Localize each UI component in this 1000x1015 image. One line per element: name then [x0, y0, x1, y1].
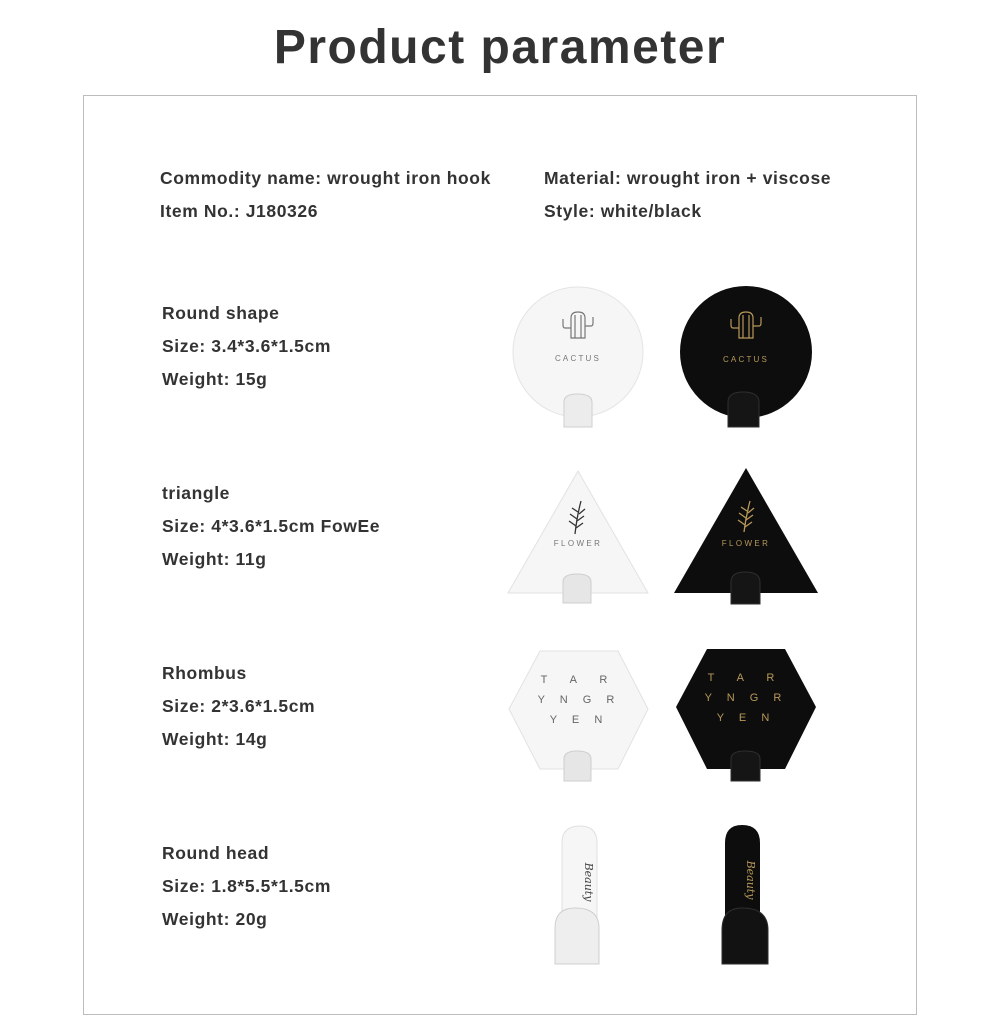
round-hook-black-image [673, 282, 818, 434]
style: Style: white/black [544, 201, 702, 221]
product-weight: Weight: 14g [162, 729, 268, 749]
round-hook-white-image [505, 282, 650, 434]
product-name: Rhombus [162, 663, 247, 683]
hook-label-text: Beauty [744, 860, 757, 900]
product-name: Round shape [162, 303, 280, 323]
product-size: Size: 4*3.6*1.5cm FowEe [162, 516, 381, 536]
round-head-hook-black-image [716, 818, 778, 968]
item-number: Item No.: J180326 [160, 201, 319, 221]
hook-lettering [538, 674, 621, 726]
triangle-hook-black-image [670, 464, 822, 608]
hook-lettering [705, 672, 788, 724]
rhombus-hook-black-image [672, 645, 820, 785]
hook-label-text: CACTUS [554, 354, 602, 363]
lettering-row: Y E N [549, 714, 609, 726]
product-size: Size: 1.8*5.5*1.5cm [162, 876, 332, 896]
lettering-row: Y E N [716, 712, 776, 724]
spec-triangle [162, 477, 380, 576]
lettering-row: T A R [707, 672, 785, 684]
hook-label-text: FLOWER [721, 539, 771, 548]
lettering-row: Y N G R [704, 692, 788, 704]
hook-label-text: FLOWER [553, 539, 603, 548]
product-weight: Weight: 11g [162, 549, 267, 569]
lettering-row: Y N G R [537, 694, 621, 706]
product-weight: Weight: 20g [162, 909, 268, 929]
round-head-hook-white-image [545, 820, 607, 968]
product-size: Size: 3.4*3.6*1.5cm [162, 336, 332, 356]
product-name: triangle [162, 483, 231, 503]
product-size: Size: 2*3.6*1.5cm [162, 696, 316, 716]
hook-label-text: Beauty [582, 862, 595, 902]
lettering-row: T A R [540, 674, 618, 686]
spec-round-head [162, 837, 331, 936]
product-name: Round head [162, 843, 270, 863]
material: Material: wrought iron + viscose [544, 168, 832, 188]
commodity-name: Commodity name: wrought iron hook [160, 168, 491, 188]
spec-round-shape [162, 297, 331, 396]
spec-rhombus [162, 657, 315, 756]
hook-label-text: CACTUS [722, 355, 770, 364]
triangle-hook-white-image [505, 466, 653, 608]
page-title: Product parameter [273, 21, 727, 74]
rhombus-hook-white-image [505, 647, 653, 785]
product-weight: Weight: 15g [162, 369, 268, 389]
